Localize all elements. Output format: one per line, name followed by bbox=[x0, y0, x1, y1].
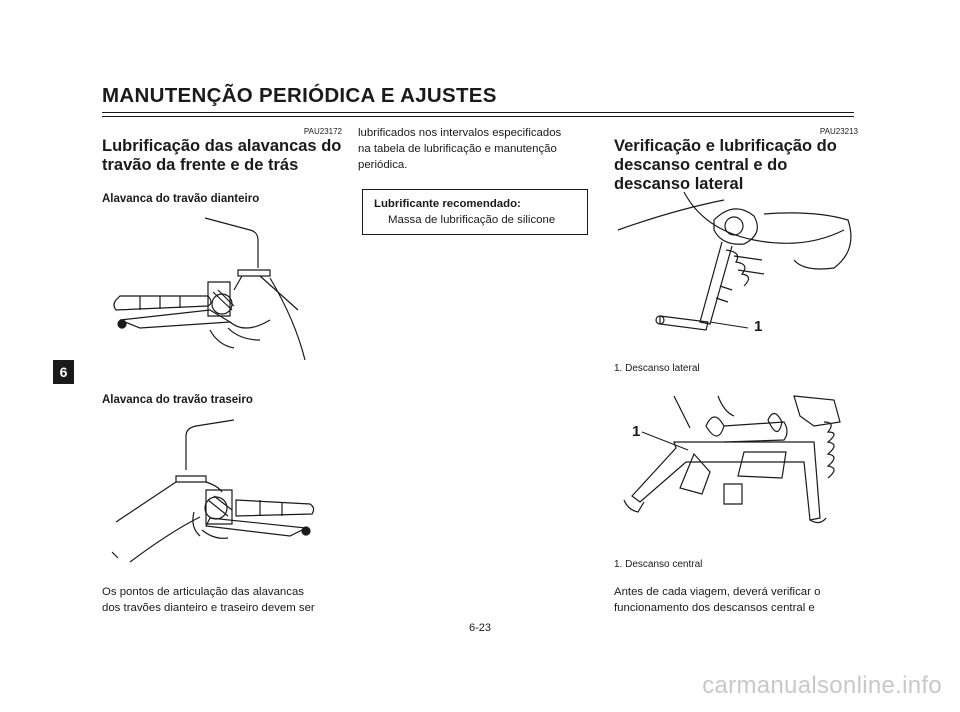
page-header-title: MANUTENÇÃO PERIÓDICA E AJUSTES bbox=[102, 84, 497, 107]
lubricant-spec-value: Massa de lubrificação de silicone bbox=[388, 214, 556, 226]
header-rule-thin bbox=[102, 116, 854, 117]
section-title-line: descanso lateral bbox=[614, 175, 744, 193]
callout-center-stand: 1 bbox=[632, 423, 641, 440]
watermark: carmanualsonline.info bbox=[702, 672, 942, 699]
body-text-line: funcionamento dos descansos central e bbox=[614, 602, 815, 614]
rear-brake-lever-illustration bbox=[110, 412, 320, 570]
body-text-line: Antes de cada viagem, deverá verificar o bbox=[614, 586, 821, 598]
body-text-line: dos travões dianteiro e traseiro devem ser bbox=[102, 602, 315, 614]
subheading-rear-brake: Alavanca do travão traseiro bbox=[102, 394, 253, 406]
figure-caption-center-stand: 1. Descanso central bbox=[614, 559, 703, 570]
body-text-line: lubrificados nos intervalos especificados bbox=[358, 127, 562, 139]
page-number: 6-23 bbox=[468, 622, 492, 634]
section-title-line: Verificação e lubrificação do bbox=[614, 137, 837, 155]
section-title-line: Lubrificação das alavancas do bbox=[102, 137, 342, 155]
callout-side-stand: 1 bbox=[754, 318, 763, 335]
section-code: PAU23172 bbox=[303, 127, 342, 136]
chapter-tab: 6 bbox=[53, 360, 74, 384]
body-text-line: periódica. bbox=[358, 159, 408, 171]
subheading-front-brake: Alavanca do travão dianteiro bbox=[102, 193, 260, 205]
lubricant-spec-title: Lubrificante recomendado: bbox=[374, 198, 521, 210]
front-brake-lever-illustration bbox=[110, 210, 310, 370]
section-title-line: travão da frente e de trás bbox=[102, 156, 299, 174]
section-title-line: descanso central e do bbox=[614, 156, 788, 174]
body-text-line: Os pontos de articulação das alavancas bbox=[102, 586, 304, 598]
body-text-line: na tabela de lubrificação e manutenção bbox=[358, 143, 557, 155]
section-code: PAU23213 bbox=[819, 127, 858, 136]
center-stand-illustration bbox=[614, 392, 860, 544]
lubricant-spec-box bbox=[362, 189, 588, 235]
side-stand-illustration bbox=[614, 190, 860, 350]
figure-caption-side-stand: 1. Descanso lateral bbox=[614, 363, 700, 374]
header-rule bbox=[102, 112, 854, 113]
